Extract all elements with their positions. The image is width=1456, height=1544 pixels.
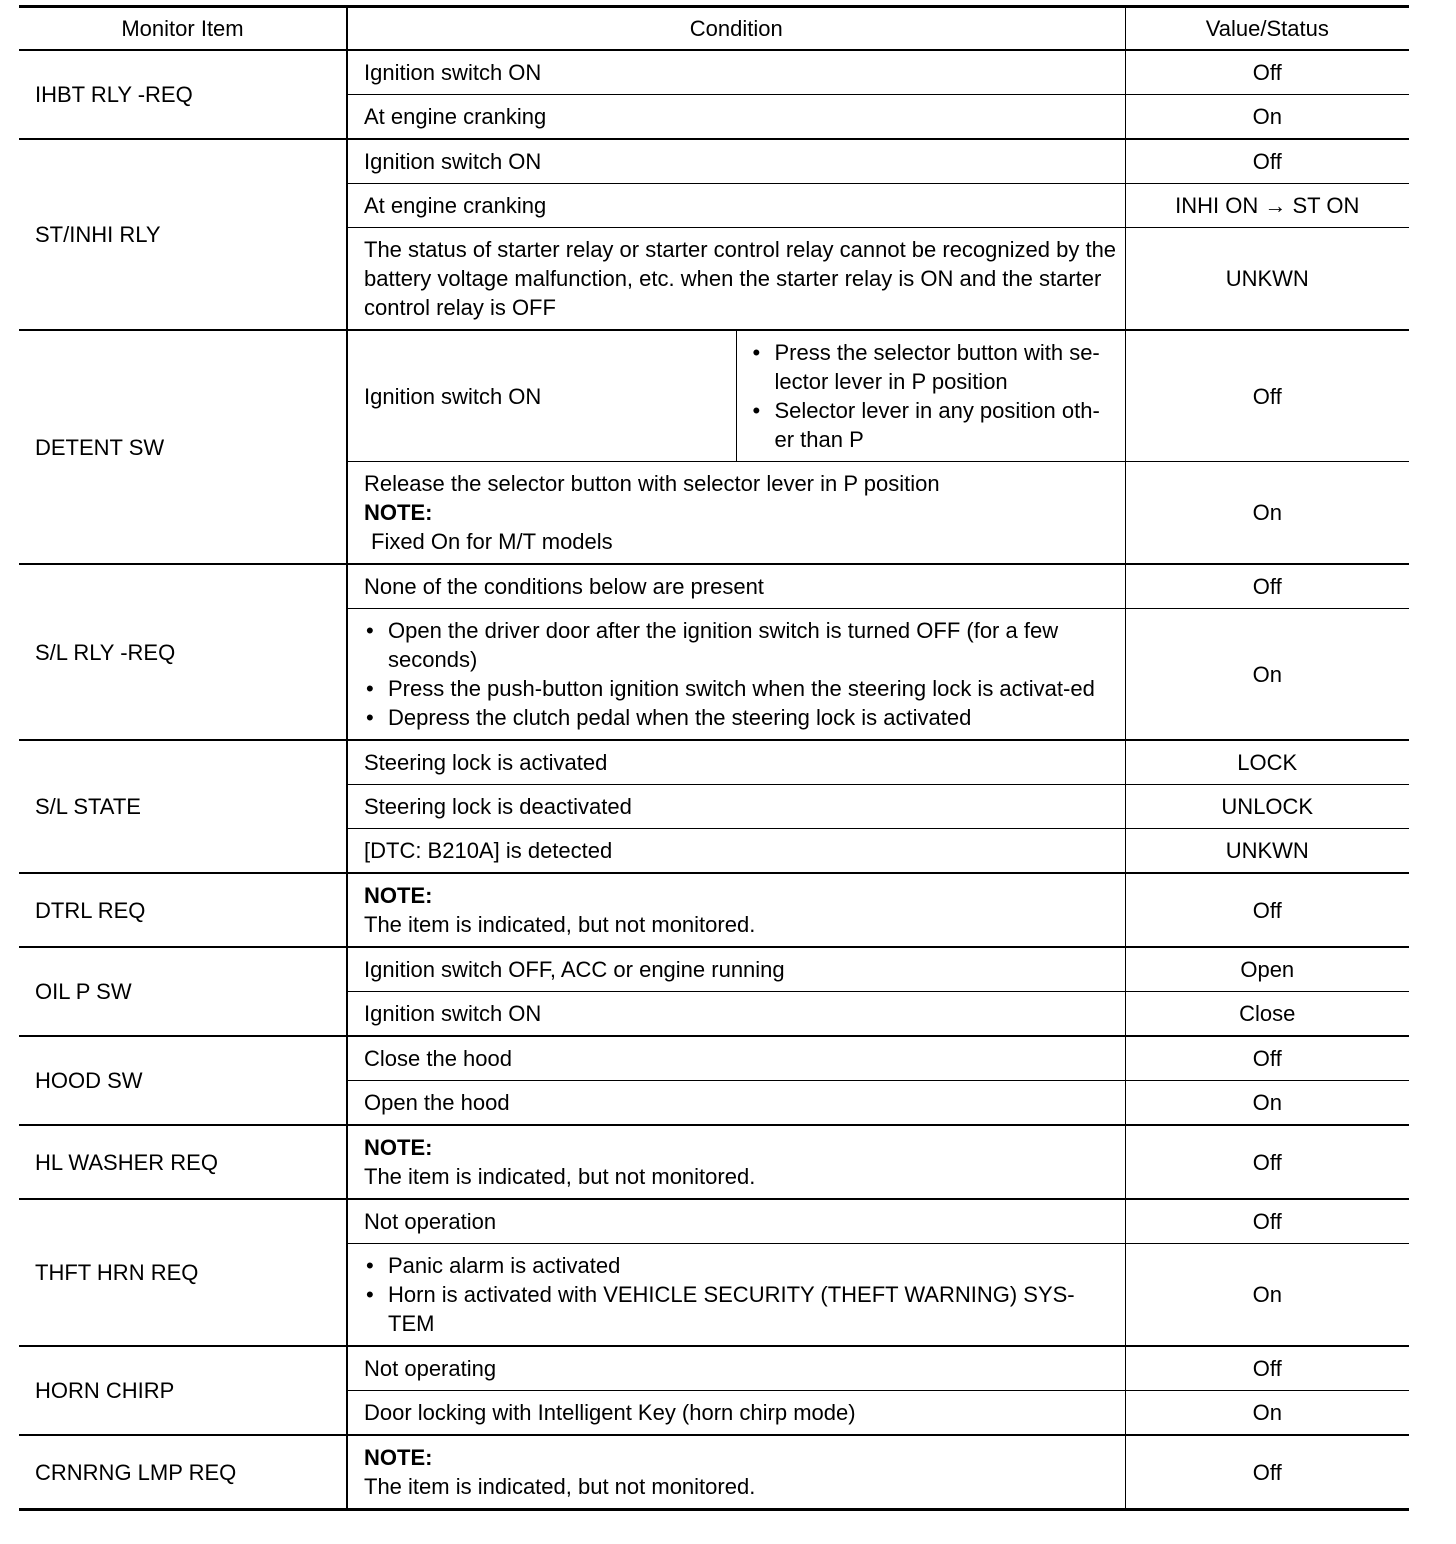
condition-cell: At engine cranking (347, 95, 1125, 140)
condition-cell: At engine cranking (347, 184, 1125, 228)
condition-cell: Steering lock is deactivated (347, 785, 1125, 829)
condition-cell: Not operation (347, 1199, 1125, 1244)
header-condition: Condition (347, 7, 1125, 51)
value-cell: UNLOCK (1125, 785, 1409, 829)
note-text: Fixed On for M/T models (371, 529, 613, 554)
note-label: NOTE: (364, 1445, 433, 1470)
condition-cell: Door locking with Intelligent Key (horn chirp mode) (347, 1391, 1125, 1436)
monitor-item-name: THFT HRN REQ (19, 1199, 347, 1346)
condition-text: Release the selector button with selector lever in P position (364, 471, 940, 496)
value-cell: UNKWN (1125, 228, 1409, 331)
value-cell: On (1125, 1244, 1409, 1347)
value-cell: UNKWN (1125, 829, 1409, 874)
note-label: NOTE: (364, 883, 433, 908)
table-row (19, 1036, 1409, 1081)
list-item: • Panic alarm is activated (364, 1251, 1117, 1280)
condition-cell (347, 1435, 1125, 1510)
table-row (19, 139, 1409, 184)
table-row (19, 740, 1409, 785)
condition-cell: Close the hood (347, 1036, 1125, 1081)
condition-cell: Ignition switch OFF, ACC or engine running (347, 947, 1125, 992)
list-item: • Open the driver door after the ignition switch is turned OFF (for a few seconds) (364, 616, 1117, 674)
value-cell: Off (1125, 873, 1409, 947)
condition-cell: Ignition switch ON (347, 139, 1125, 184)
value-cell: On (1125, 1081, 1409, 1126)
note-label: NOTE: (364, 500, 433, 525)
value-cell: On (1125, 95, 1409, 140)
condition-cell: Open the hood (347, 1081, 1125, 1126)
value-cell: Off (1125, 1346, 1409, 1391)
condition-cell: Ignition switch ON (347, 992, 1125, 1037)
monitor-item-name: S/L RLY -REQ (19, 564, 347, 740)
value-cell: INHI ON → ST ON (1125, 184, 1409, 228)
monitor-item-name: IHBT RLY -REQ (19, 50, 347, 139)
condition-cell: The status of starter relay or starter control relay cannot be recognized by the battery voltage malfunction, etc. when the starter relay is ON and the starter control relay is OFF (347, 228, 1125, 331)
condition-cell (347, 609, 1125, 741)
condition-cell (347, 1244, 1125, 1347)
condition-cell: Ignition switch ON (347, 50, 1125, 95)
table-row (19, 50, 1409, 95)
condition-cell: Ignition switch ON (347, 330, 736, 462)
table-row (19, 1199, 1409, 1244)
monitor-item-name: DTRL REQ (19, 873, 347, 947)
list-item: • Selector lever in any position oth-er than P (751, 396, 1119, 454)
value-cell: Close (1125, 992, 1409, 1037)
condition-cell: Not operating (347, 1346, 1125, 1391)
value-cell: Off (1125, 564, 1409, 609)
list-item: • Press the selector button with se-lector lever in P position (751, 338, 1119, 396)
value-cell: Off (1125, 1199, 1409, 1244)
value-cell: On (1125, 609, 1409, 741)
note-text: The item is indicated, but not monitored. (364, 912, 756, 937)
table-row (19, 873, 1409, 947)
value-cell: Off (1125, 50, 1409, 95)
monitor-item-name: HOOD SW (19, 1036, 347, 1125)
value-cell: Off (1125, 1125, 1409, 1199)
header-value-status: Value/Status (1125, 7, 1409, 51)
value-cell: Off (1125, 1435, 1409, 1510)
table-row (19, 1435, 1409, 1510)
condition-cell: [DTC: B210A] is detected (347, 829, 1125, 874)
value-cell: LOCK (1125, 740, 1409, 785)
condition-cell (347, 1125, 1125, 1199)
header-monitor-item: Monitor Item (19, 7, 347, 51)
monitor-item-name: HL WASHER REQ (19, 1125, 347, 1199)
note-label: NOTE: (364, 1135, 433, 1160)
value-cell: Off (1125, 139, 1409, 184)
header-row (19, 7, 1409, 51)
condition-cell: Steering lock is activated (347, 740, 1125, 785)
value-cell: On (1125, 462, 1409, 565)
monitor-item-name: DETENT SW (19, 330, 347, 564)
table-row (19, 1125, 1409, 1199)
list-item: • Press the push-button ignition switch when the steering lock is activat-ed (364, 674, 1117, 703)
condition-cell: None of the conditions below are present (347, 564, 1125, 609)
sub-condition-list (751, 338, 1119, 454)
list-item: • Depress the clutch pedal when the steering lock is activated (364, 703, 1117, 732)
sub-condition-cell (736, 330, 1125, 462)
monitor-item-name: HORN CHIRP (19, 1346, 347, 1435)
list-item: • Horn is activated with VEHICLE SECURITY (THEFT WARNING) SYS-TEM (364, 1280, 1117, 1338)
monitor-item-table (19, 5, 1409, 1511)
condition-cell (347, 462, 1125, 565)
condition-list (364, 616, 1117, 732)
monitor-item-name: CRNRNG LMP REQ (19, 1435, 347, 1510)
value-cell: Off (1125, 1036, 1409, 1081)
note-text: The item is indicated, but not monitored. (364, 1474, 756, 1499)
table-row (19, 1346, 1409, 1391)
value-cell: On (1125, 1391, 1409, 1436)
monitor-item-name: OIL P SW (19, 947, 347, 1036)
table-row (19, 947, 1409, 992)
value-cell: Open (1125, 947, 1409, 992)
table-row (19, 330, 1409, 462)
condition-cell (347, 873, 1125, 947)
monitor-item-name: S/L STATE (19, 740, 347, 873)
note-text: The item is indicated, but not monitored. (364, 1164, 756, 1189)
condition-list (364, 1251, 1117, 1338)
table-row (19, 564, 1409, 609)
value-cell: Off (1125, 330, 1409, 462)
monitor-item-name: ST/INHI RLY (19, 139, 347, 330)
